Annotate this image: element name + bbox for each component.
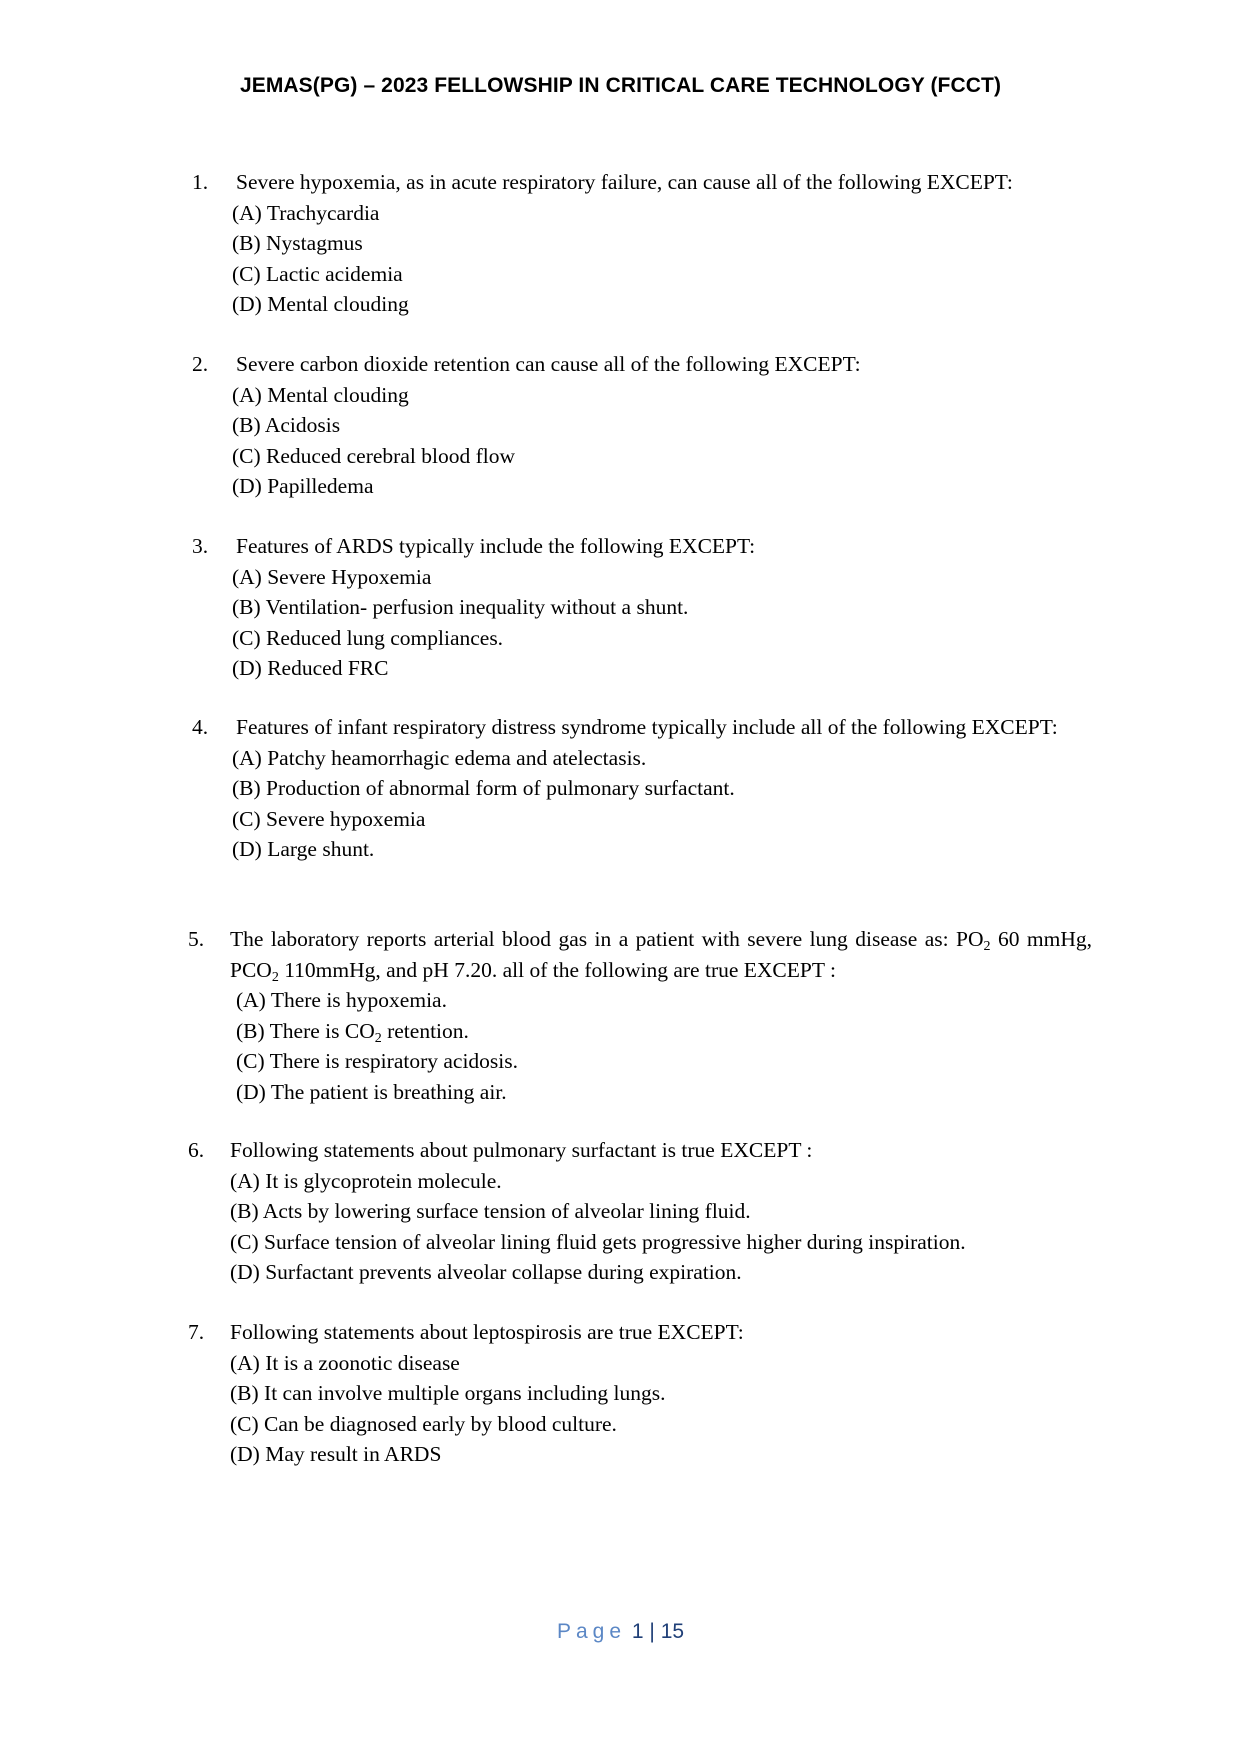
current-page: 1 (631, 1620, 644, 1643)
option-a: (A) It is glycoprotein molecule. (230, 1168, 502, 1193)
question-number: 7. (188, 1320, 205, 1344)
option-a: (A) It is a zoonotic disease (230, 1350, 460, 1375)
option-b: (B) It can involve multiple organs including lungs. (230, 1381, 666, 1405)
option-c: (C) There is respiratory acidosis. (236, 1049, 519, 1073)
page-footer (0, 1620, 1241, 1644)
option-a: (A) There is hypoxemia. (236, 988, 447, 1012)
page-title: JEMAS(PG) – 2023 FELLOWSHIP IN CRITICAL CARE TECHNOLOGY (FCCT) (239, 74, 1002, 97)
option-b: (B) There is $CO_2$ retention. (236, 1018, 469, 1046)
page-separator: | (649, 1620, 655, 1643)
option-d: (D) Surfactant prevents alveolar collapse during expiration. (230, 1260, 742, 1284)
total-pages: 15 (660, 1620, 685, 1643)
question-number: 3. (192, 534, 209, 558)
option-b: (B) Nystagmus (232, 231, 363, 255)
question-stem: The laboratory reports arterial blood gas in a patient with severe lung disease as: $PO_2$ 60 mmHg, $PCO_2$ 110mmHg, and pH 7.20. all of the following are true EXCEPT : (230, 927, 1092, 985)
question-3 (192, 531, 1092, 684)
option-b: (B) Ventilation- perfusion inequality without a shunt. (232, 595, 689, 619)
question-number: 5. (188, 927, 205, 951)
option-b: (B) Acts by lowering surface tension of alveolar lining fluid. (230, 1199, 751, 1223)
question-stem: Features of infant respiratory distress syndrome typically include all of the following EXCEPT: (236, 715, 1058, 739)
question-6 (188, 1135, 1092, 1288)
question-stem: Following statements about leptospirosis are true EXCEPT: (230, 1320, 744, 1344)
question-2 (192, 349, 1092, 502)
page-label: Page (556, 1620, 626, 1643)
option-b: (B) Production of abnormal form of pulmonary surfactant. (232, 776, 735, 800)
question-stem: Severe hypoxemia, as in acute respiratory failure, can cause all of the following EXCEPT: (236, 170, 1013, 194)
option-c: (C) Reduced cerebral blood flow (232, 443, 515, 468)
question-1 (192, 167, 1092, 320)
question-number: 6. (188, 1138, 205, 1162)
option-c: (C) Lactic acidemia (232, 261, 403, 286)
question-number: 2. (192, 352, 209, 376)
option-d: (D) Papilledema (232, 474, 374, 498)
option-d: (D) Reduced FRC (232, 656, 389, 680)
option-c: (C) Can be diagnosed early by blood culture. (230, 1411, 617, 1436)
question-number: 1. (192, 170, 209, 194)
option-b: (B) Acidosis (232, 413, 341, 437)
question-4 (192, 712, 1092, 865)
option-a: (A) Mental clouding (232, 382, 409, 407)
option-a: (A) Patchy heamorrhagic edema and atelectasis. (232, 745, 647, 770)
option-d: (D) May result in ARDS (230, 1442, 442, 1466)
option-a: (A) Trachycardia (232, 200, 380, 225)
option-c: (C) Surface tension of alveolar lining fluid gets progressive higher during inspiration. (230, 1229, 966, 1254)
question-stem: Following statements about pulmonary surfactant is true EXCEPT : (230, 1138, 813, 1162)
option-a: (A) Severe Hypoxemia (232, 564, 432, 589)
question-7 (188, 1317, 1092, 1470)
question-stem: Severe carbon dioxide retention can cause all of the following EXCEPT: (236, 352, 861, 376)
option-d: (D) Mental clouding (232, 292, 409, 316)
option-d: (D) The patient is breathing air. (236, 1079, 507, 1104)
question-5 (188, 924, 1092, 1107)
question-number: 4. (192, 715, 209, 739)
option-c: (C) Reduced lung compliances. (232, 625, 504, 650)
option-d: (D) Large shunt. (232, 837, 375, 861)
option-c: (C) Severe hypoxemia (232, 806, 426, 831)
question-stem: Features of ARDS typically include the following EXCEPT: (236, 534, 756, 558)
